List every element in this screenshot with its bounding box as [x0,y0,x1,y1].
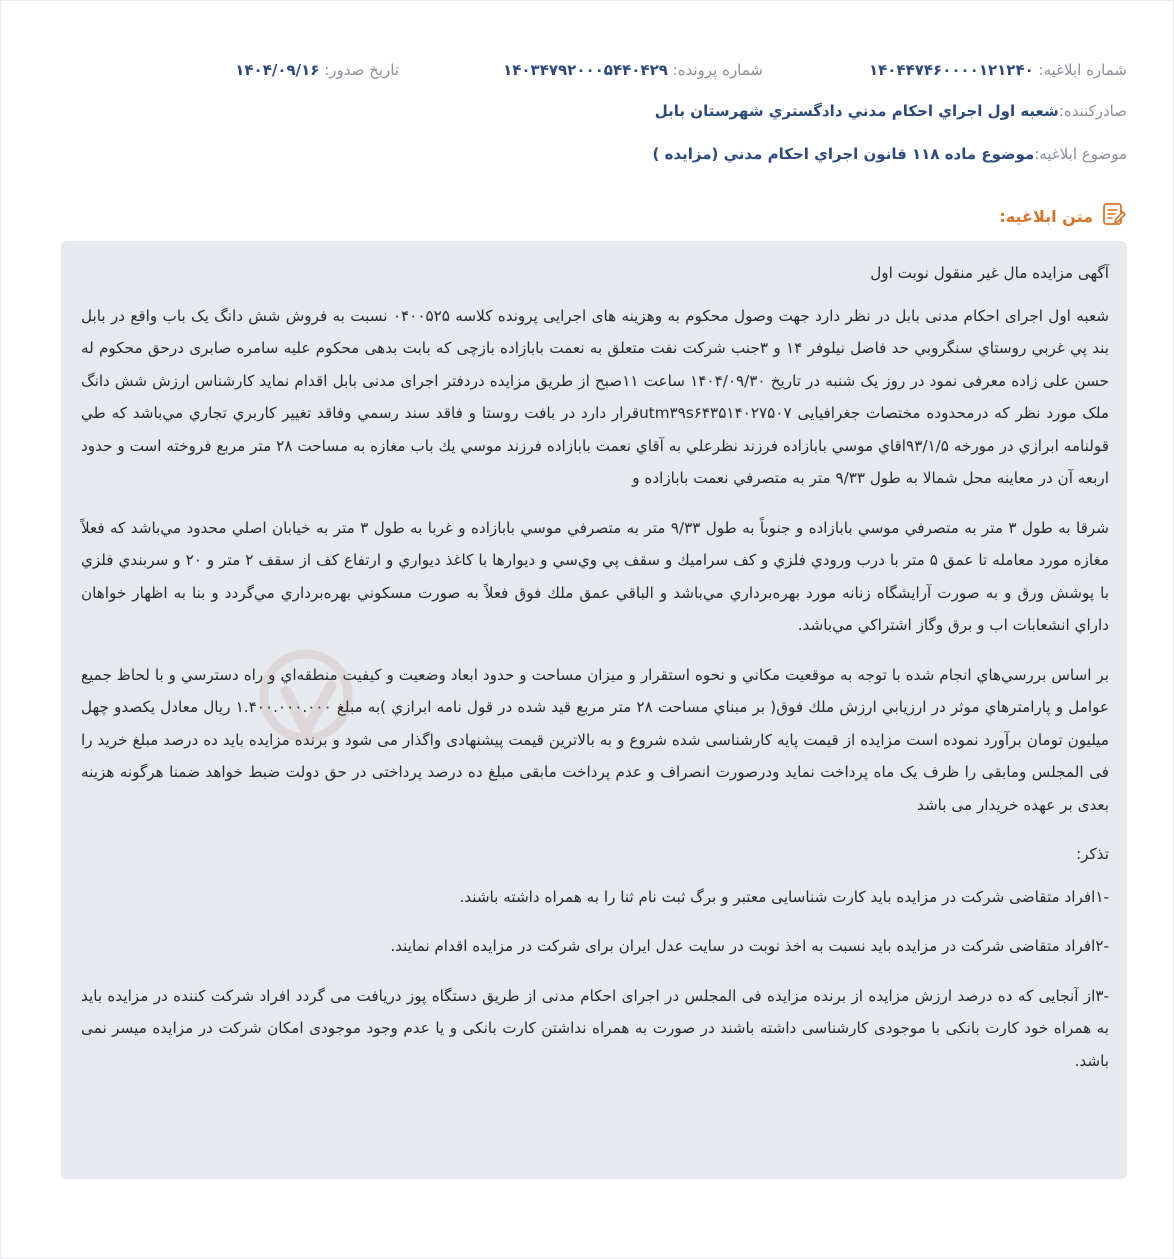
subject-row [47,143,1127,165]
notification-number-field [869,59,1127,81]
notice-reminder-item: -۲افراد متقاضی شرکت در مزایده باید نسبت به اخذ نوبت در سایت عدل ایران برای شرکت در مزایده اقدام نمایند. [390,937,1109,955]
case-number-value: ۱۴۰۳۴۷۹۲۰۰۰۵۴۴۰۴۲۹ [503,61,668,79]
case-number-label: شماره پرونده: [672,61,763,79]
notice-reminder-item: -۱افراد متقاضی شرکت در مزایده باید کارت شناسایی معتبر و برگ ثبت نام ثنا را به همراه داشته باشند. [459,887,1109,906]
document-edit-icon [1101,201,1127,231]
notice-paragraph: شرقا به طول ۳ متر به متصرفي موسي بابازاده و جنوباً به طول ۹/۳۳ متر به متصرفي موسي بابازاده و غربا به طول ۳ متر به خيابان اصلي محدود مي‌باشد كه فعلاً مغازه مورد معامله تا عمق ۵ متر با درب ورودي فلزي و كف سراميك و سقف پي وي‌سي و ديوارها با كاغذ ديواري و ارتفاع كف از سقف ۲ متر و ۲۰ و سربندي فلزي با پوشش ورق و به صورت آرايشگاه زنانه مورد بهره‌برداري مي‌باشد و الباقي عمق ملك فوق فعلاً به صورت مسكوني بهره‌برداري مي‌گردد و بنا به اظهار خواهان داراي انشعابات اب و برق وگاز اشتراكي مي‌باشد. [81,518,1109,634]
issuer-label: صادرکننده: [1058,102,1127,120]
issue-date-label: تاریخ صدور: [324,61,399,79]
notification-text-title: متن ابلاغیه: [999,206,1093,226]
subject-label: موضوع ابلاغیه: [1034,145,1127,163]
notification-number-label: شماره ابلاغیه: [1038,61,1127,79]
issue-date-field [235,59,399,81]
notice-heading: آگهی مزایده مال غیر منقول نوبت اول [870,264,1109,282]
case-number-field [503,59,763,81]
notification-body [61,241,1127,1179]
notice-reminder-heading: تذکر: [1076,845,1109,863]
notification-number-value: ۱۴۰۴۴۷۴۶۰۰۰۰۱۲۱۲۴۰ [868,61,1034,79]
notice-paragraph: بر اساس بررسي‌هاي انجام شده با توجه به موقعيت مكاني و نحوه استقرار و ميزان مساحت و حدود ابعاد وضعيت و كيفيت منطقه‌اي و راه دسترسي و با لحاظ جميع عوامل و پارامترهاي موثر در ارزيابي ارزش ملك فوق( بر مبناي مساحت ۲۸ متر مربع قيد شده در قول نامه ابرازي )به مبلغ ۱.۴۰۰.۰۰۰.۰۰۰ ريال معادل یکصدو چهل میلیون تومان برآورد نموده است مزایده از قیمت پایه کارشناسی شده شروع و به بالاترین قیمت پیشنهادی واگذار می شود و برنده مزایده باید ده درصد مبلغ خرید را فی المجلس ومابقی را ظرف یک ماه پرداخت نماید ودرصورت انصراف و عدم پرداخت مابقی مبلغ ده درصد پرداختی در حق دولت ضبط خواهد ضمنا هرگونه هزینه بعدی بر عهده خریدار می باشد [81,665,1109,814]
notice-paragraph: شعبه اول اجرای احکام مدنی بابل در نظر دارد جهت وصول محکوم به وهزینه های اجرایی پرونده کلاسه ۰۴۰۰۵۲۵ نسبت به فروش شش دانگ یک باب واقع در بابل بند پي غربي روستاي سنگروبي حد فاصل نیلوفر ۱۴ و ۳جنب شرکت نفت متعلق به نعمت بابازاده بازچی که بابت بدهی محکوم علیه سامره صابری درحق محکوم له حسن علی زاده معرفی نمود در روز یک شنبه در تاریخ ۱۴۰۴/۰۹/۳۰ ساعت ۱۱صبح از طریق مزایده دردفتر اجرای مدنی بابل اقدام نماید کارشناس ارزش شش دانگ ملک مورد نظر که درمحدوده مختصات جغرافیایی utm۳۹s۶۴۳۵۱۴۰۲۷۵۰۷قرار دارد در بافت روستا و فاقد سند رسمي وفاقد تغيير كاربري تجاري مي‌باشد كه طي قولنامه ابرازي در مورخه ۹۳/۱/۵اقاي موسي بابازاده فرزند نظرعلي به آقاي نعمت بابازاده فرزند موسي يك باب مغازه به مساحت ۲۸ متر مربع فروخته است و حدود اربعه آن در معاينه محل شمالا به طول ۹/۳۳ متر به متصرفي نعمت بابازاده و [81,306,1109,487]
notification-text-heading [999,201,1127,231]
issue-date-value: ۱۴۰۴/۰۹/۱۶ [235,61,320,79]
notice-reminder-item: -۳از آنجایی که ده درصد ارزش مزایده از برنده مزایده فی المجلس در اجرای احکام مدنی از طریق دستگاه پوز دریافت می گردد افراد شرکت کننده در مزایده باید به همراه خود کارت بانکی با موجودی کارشناسی داشته باشند در صورت به همراه نداشتن کارت بانکی و یا عدم وجود موجودی امکان شرکت در مزایده میسر نمی باشد. [81,986,1109,1070]
subject-value: موضوع ماده ۱۱۸ قانون اجراي احكام مدني (مزايده ) [652,145,1035,163]
issuer-row [47,100,1127,122]
issuer-value: شعبه اول اجراي احكام مدني دادگستري شهرستان بابل [654,102,1059,120]
